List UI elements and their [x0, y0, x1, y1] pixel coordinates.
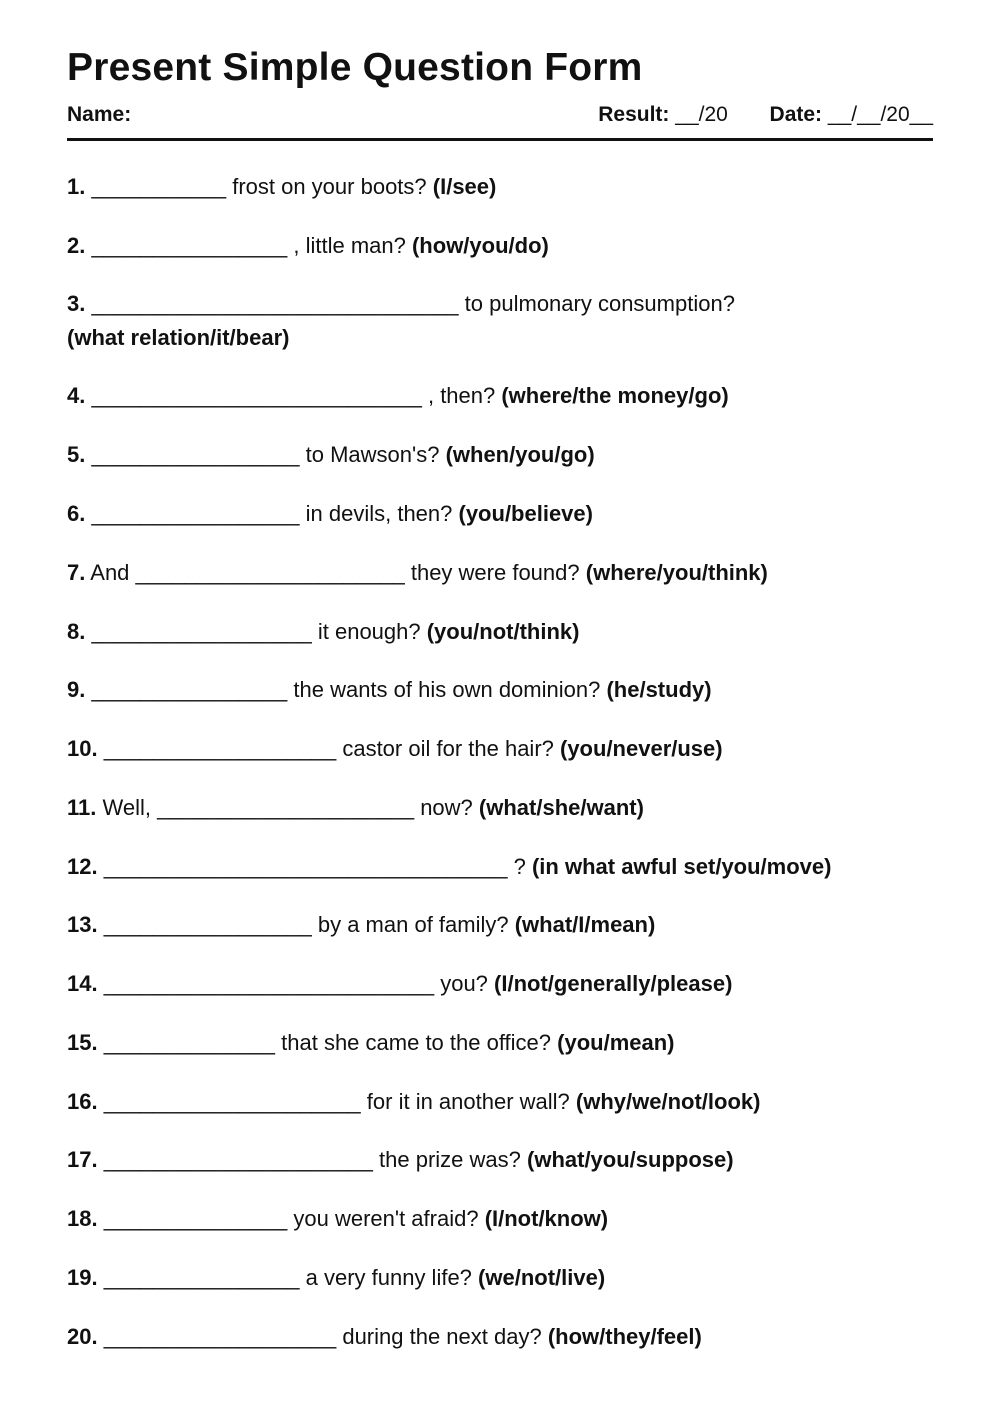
answer-blank[interactable]: ___________________________	[103, 971, 435, 996]
question-item	[67, 170, 496, 204]
question-text: the wants of his own dominion?	[293, 677, 607, 702]
answer-blank[interactable]: _____________________	[103, 1089, 361, 1114]
question-hint: (what/you/suppose)	[527, 1147, 734, 1172]
answer-blank[interactable]: _________________________________	[103, 854, 508, 879]
question-text: castor oil for the hair?	[342, 736, 560, 761]
answer-blank[interactable]: _________________	[91, 501, 300, 526]
question-item	[67, 556, 768, 590]
question-text: , little man?	[293, 233, 412, 258]
answer-blank[interactable]: ___________________	[103, 1324, 337, 1349]
date-value: __/__/20__	[827, 103, 933, 126]
question-hint: (we/not/live)	[478, 1265, 606, 1290]
question-text: by a man of family?	[317, 912, 515, 937]
question-hint: (you/never/use)	[560, 736, 723, 761]
question-item	[67, 497, 593, 531]
question-hint: (when/you/go)	[445, 442, 595, 467]
question-number: 14.	[67, 971, 98, 996]
question-text: in devils, then?	[305, 501, 459, 526]
question-item	[67, 1261, 605, 1295]
question-text: the prize was?	[379, 1147, 527, 1172]
question-text: they were found?	[410, 560, 586, 585]
question-number: 15.	[67, 1030, 98, 1055]
question-text: , then?	[427, 383, 502, 408]
question-number: 13.	[67, 912, 98, 937]
question-hint: (what/I/mean)	[514, 912, 656, 937]
answer-blank[interactable]: ______________________	[103, 1147, 373, 1172]
question-text: now?	[420, 795, 479, 820]
answer-blank[interactable]: ________________	[91, 233, 288, 258]
question-text: ?	[513, 854, 532, 879]
answer-blank[interactable]: ________________	[91, 677, 288, 702]
question-hint: (you/not/think)	[426, 619, 580, 644]
question-hint: (why/we/not/look)	[575, 1089, 761, 1114]
question-item	[67, 850, 831, 884]
question-number: 16.	[67, 1089, 98, 1114]
question-number: 7.	[67, 560, 86, 585]
question-item	[67, 1202, 608, 1236]
question-text: to Mawson's?	[305, 442, 446, 467]
answer-blank[interactable]: ______________________________	[91, 291, 459, 316]
question-number: 9.	[67, 677, 86, 702]
question-number: 19.	[67, 1265, 98, 1290]
question-number: 10.	[67, 736, 98, 761]
question-item	[67, 791, 644, 825]
question-item	[67, 438, 595, 472]
answer-blank[interactable]: _________________	[103, 912, 312, 937]
question-text: during the next day?	[342, 1324, 548, 1349]
question-number: 18.	[67, 1206, 98, 1231]
result-value: __/20	[675, 103, 728, 126]
question-item	[67, 1085, 760, 1119]
answer-blank[interactable]: ________________	[103, 1265, 300, 1290]
question-hint: (in what awful set/you/move)	[531, 854, 832, 879]
question-text: that she came to the office?	[281, 1030, 558, 1055]
question-text: for it in another wall?	[366, 1089, 576, 1114]
question-prefix: Well,	[102, 795, 158, 820]
answer-blank[interactable]: _______________	[103, 1206, 288, 1231]
result-label: Result:	[598, 103, 670, 126]
answer-blank[interactable]: _________________	[91, 442, 300, 467]
question-hint: (you/believe)	[458, 501, 593, 526]
question-item	[67, 379, 729, 413]
question-number: 1.	[67, 174, 86, 199]
question-hint: (I/see)	[432, 174, 497, 199]
question-hint: (you/mean)	[557, 1030, 675, 1055]
question-item	[67, 615, 579, 649]
answer-blank[interactable]: ___________________	[103, 736, 337, 761]
question-hint: (what/she/want)	[478, 795, 644, 820]
question-text: you weren't afraid?	[293, 1206, 485, 1231]
question-item	[67, 287, 735, 355]
question-item	[67, 229, 549, 263]
question-number: 5.	[67, 442, 86, 467]
question-hint: (he/study)	[606, 677, 712, 702]
answer-blank[interactable]: ______________________	[135, 560, 405, 585]
name-label: Name:	[67, 103, 132, 126]
question-item	[67, 732, 723, 766]
question-item	[67, 1320, 702, 1354]
question-number: 2.	[67, 233, 86, 258]
question-text: you?	[440, 971, 495, 996]
question-number: 20.	[67, 1324, 98, 1349]
question-number: 12.	[67, 854, 98, 879]
page-title: Present Simple Question Form	[67, 46, 643, 89]
question-item	[67, 1143, 734, 1177]
question-number: 11.	[67, 795, 97, 820]
question-item	[67, 908, 655, 942]
question-hint: (what relation/it/bear)	[67, 325, 290, 350]
question-text: frost on your boots?	[232, 174, 433, 199]
date-label: Date:	[769, 103, 823, 126]
answer-blank[interactable]: ___________	[91, 174, 227, 199]
answer-blank[interactable]: __________________	[91, 619, 312, 644]
answer-blank[interactable]: ______________	[103, 1030, 276, 1055]
question-hint: (I/not/know)	[484, 1206, 609, 1231]
question-number: 4.	[67, 383, 86, 408]
answer-blank[interactable]: ___________________________	[91, 383, 422, 408]
question-item	[67, 967, 732, 1001]
question-hint: (where/you/think)	[585, 560, 768, 585]
question-hint: (how/you/do)	[411, 233, 549, 258]
question-number: 8.	[67, 619, 86, 644]
question-item	[67, 673, 712, 707]
question-number: 17.	[67, 1147, 98, 1172]
answer-blank[interactable]: _____________________	[157, 795, 415, 820]
question-text: a very funny life?	[305, 1265, 479, 1290]
header-divider	[67, 138, 933, 141]
question-number: 3.	[67, 291, 86, 316]
question-hint: (how/they/feel)	[547, 1324, 702, 1349]
question-number: 6.	[67, 501, 86, 526]
question-prefix: And	[90, 560, 136, 585]
result-date-group	[598, 103, 933, 127]
question-hint: (where/the money/go)	[501, 383, 729, 408]
question-item	[67, 1026, 675, 1060]
question-text: to pulmonary consumption?	[464, 291, 735, 316]
header-row	[67, 103, 933, 131]
question-hint: (I/not/generally/please)	[494, 971, 733, 996]
question-text: it enough?	[317, 619, 427, 644]
